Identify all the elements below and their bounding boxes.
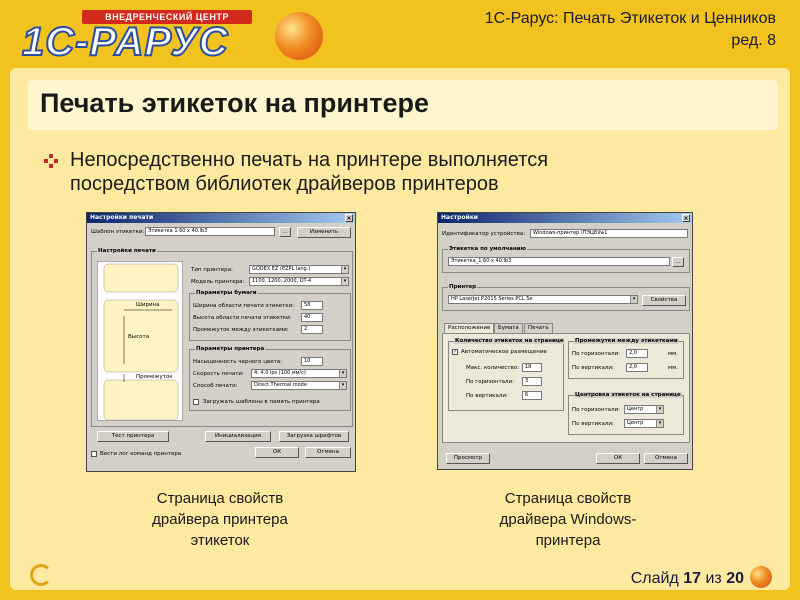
slide-title: Печать этикеток на принтере [40,88,429,118]
width-label: Ширина [136,302,160,308]
properties-label: Свойства [650,297,678,303]
center-v-value: Центр [627,420,644,426]
gap-h-label: По горизонтали: [572,351,620,357]
template-field[interactable]: Этикетка 1 60 х 40.lb3 [145,227,275,236]
printer-select[interactable] [448,295,638,304]
logo [22,10,252,64]
vert-label: По вертикали: [466,393,508,399]
method-value: Direct Thermal mode [254,382,307,388]
dialog-titlebar [87,213,355,223]
gaps-group-label: Промежутки между этикетками [575,338,678,344]
max-count-label: Макс. количество: [466,365,520,371]
dialog-title: Настройки [441,214,479,221]
horiz-label: По горизонтали: [466,379,514,385]
chevron-down-icon[interactable]: ▾ [630,296,637,303]
bullet-diamond-icon [44,154,58,168]
printer-model-value: 1100, 1200, 2000, DT-4 [252,278,312,284]
vert-field[interactable]: 6 [522,391,542,400]
print-width-field[interactable]: 58 [301,301,323,310]
cancel-button[interactable] [644,453,688,464]
gap-between-label: Промежуток между этикетками: [193,327,289,333]
log-commands-checkbox[interactable] [91,451,97,457]
gap-between-field[interactable]: 2 [301,325,323,334]
paper-params-label: Параметры бумаги [196,290,257,296]
gap-h-field[interactable]: 2,0 [626,349,648,358]
presentation-title-line2: ред. 8 [731,32,776,49]
print-width-label: Ширина области печати этикетки: [193,303,295,309]
speed-value: 4: 4.0 ips (100 мм/с) [254,370,306,376]
change-template-button[interactable] [297,227,351,238]
chevron-down-icon[interactable]: ▾ [341,266,348,273]
device-id-field[interactable]: Windows-принтер (ПЭЦ8)№1 [530,229,688,238]
print-height-label: Высота области печати этикетки: [193,315,292,321]
printer-params-label: Параметры принтера [196,346,265,352]
ok-button[interactable] [255,447,299,458]
center-v-select[interactable] [624,419,664,428]
horiz-field[interactable]: 3 [522,377,542,386]
close-icon[interactable]: × [683,215,689,222]
bullet-text: Непосредственно печать на принтере выполняется посредством библиотек драйверов принтеров [70,149,549,195]
dialog-title: Настройки печати [90,214,154,221]
load-templates-label: Загружать шаблоны в память принтера [203,399,320,405]
load-templates-checkbox[interactable] [193,399,199,405]
print-height-field[interactable]: 40 [301,313,323,322]
gap-h-unit: мм. [668,351,679,357]
test-printer-label: Тест принтера [111,433,155,439]
load-fonts-label: Загрузка шрифтов [286,433,342,439]
total-slides: 20 [726,570,744,587]
count-group-label: Количество этикеток на странице [455,338,564,344]
speed-select[interactable] [251,369,347,378]
ok-button[interactable] [596,453,640,464]
center-h-label: По горизонтали: [572,407,620,413]
browse-button[interactable]: … [279,227,291,237]
darkness-field[interactable]: 10 [301,357,323,366]
preview-label: Просмотр [453,455,483,461]
printer-value: HP LaserJet P2015 Series PCL 5e [451,296,533,302]
logo-text: 1С-РАРУС [22,20,229,64]
printer-model-label: Модель принтера: [191,279,245,285]
init-button[interactable] [205,431,271,442]
presentation-title [485,8,776,52]
center-v-label: По вертикали: [572,421,614,427]
default-label-group-label: Этикетка по умолчанию [449,246,526,252]
center-h-select[interactable] [624,405,664,414]
change-button-label: Изменить [309,229,339,235]
device-id-label: Идентификатор устройства: [442,231,526,237]
test-printer-button[interactable] [97,431,169,442]
printer-type-value: GODEX EZ (EZPL lang.) [252,266,311,272]
browse-button[interactable]: … [672,257,684,267]
gap-label: Промежуток [136,374,173,380]
auto-placement-checkbox[interactable]: ✓ [453,349,458,355]
speed-label: Скорость печати: [193,371,244,377]
printer-group-label: Принтер [449,284,477,290]
gap-v-unit: мм. [668,365,679,371]
caption-left: Страница свойств драйвера принтера этикеток [152,490,288,549]
properties-button[interactable] [642,295,686,306]
tab-layout[interactable] [444,323,494,333]
center-h-value: Центр [627,406,644,412]
current-slide: 17 [683,570,702,587]
close-icon[interactable]: × [346,215,352,222]
header [0,0,800,68]
printer-type-label: Тип принтера: [191,267,233,273]
tab-paper[interactable] [494,323,523,333]
log-commands-label: Вести лог команд принтера [100,451,182,457]
cancel-label: Отмена [316,449,340,455]
small-orange-ball-icon [750,566,772,588]
label-printer-settings-dialog [86,212,356,472]
cancel-button[interactable] [305,447,351,458]
ok-label: ОК [272,449,282,455]
print-settings-group-label: Настройки печати [98,248,156,254]
gap-v-field[interactable]: 2,0 [626,363,648,372]
center-group-label: Центровка этикеток на странице [575,392,681,398]
gaps-group [568,338,684,379]
tab-print-label: Печать [528,325,549,331]
decorative-swirl-icon [30,564,52,586]
default-label-field[interactable]: Этикетка_1 60 х 40.lb3 [448,257,670,266]
ok-label: ОК [613,455,623,461]
of-word: из [705,570,722,587]
auto-placement-label: Автоматическое размещение [461,349,547,355]
template-label: Шаблон этикетки: [91,229,145,235]
cancel-label: Отмена [654,455,678,461]
label-diagram [97,261,183,421]
windows-printer-settings-dialog [437,212,693,470]
caption-right: Страница свойств драйвера Windows- принтера [499,490,637,549]
chevron-down-icon[interactable]: ▾ [341,278,348,285]
chevron-down-icon[interactable]: ▾ [339,382,346,389]
logo-band: ВНЕДРЕНЧЕСКИЙ ЦЕНТР [82,10,252,24]
label-diagram-graphic [98,262,184,422]
chevron-down-icon[interactable]: ▾ [656,406,663,413]
presentation-title-line1: 1С-Рарус: Печать Этикеток и Ценников [484,10,776,27]
method-label: Способ печати: [193,383,238,389]
dialog-titlebar [438,213,692,223]
center-group [568,392,684,435]
tab-layout-label: Расположение [448,325,491,331]
height-label: Высота [128,334,150,340]
darkness-label: Насыщенность черного цвета: [193,359,283,365]
method-select[interactable] [251,381,347,390]
printer-model-select[interactable] [249,277,349,286]
preview-button[interactable] [446,453,490,464]
orange-ball-icon [275,12,323,60]
printer-type-select[interactable] [249,265,349,274]
gap-v-label: По вертикали: [572,365,614,371]
slide-counter [631,570,744,588]
tab-paper-label: Бумага [498,325,519,331]
tab-print[interactable] [524,323,553,333]
chevron-down-icon[interactable]: ▾ [339,370,346,377]
init-label: Инициализация [215,433,261,439]
slide-word: Слайд [630,570,679,587]
load-fonts-button[interactable] [279,431,349,442]
chevron-down-icon[interactable]: ▾ [656,420,663,427]
max-count-field[interactable]: 18 [522,363,542,372]
